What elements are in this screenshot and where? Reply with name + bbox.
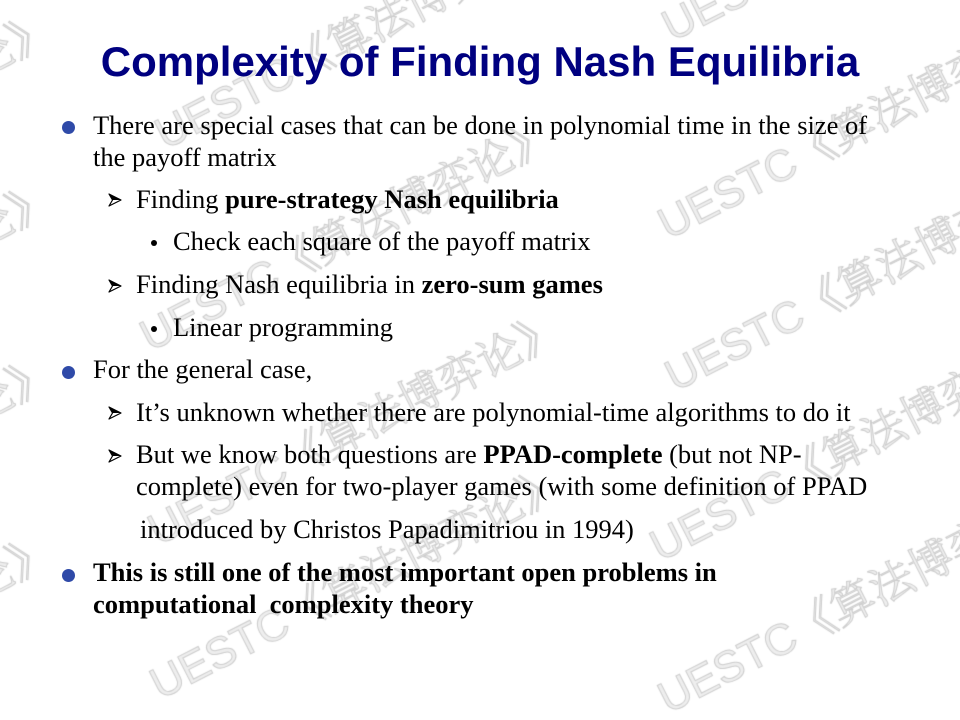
subitem-emphasis: zero-sum games — [421, 269, 603, 299]
subitem-text: Finding Nash equilibria in — [136, 269, 422, 299]
blue-circle-bullet-icon — [62, 569, 75, 582]
bullet-3-line-1: This is still one of the most important open problems in — [93, 557, 717, 587]
arrowhead-bullet-icon — [108, 193, 122, 207]
blue-circle-bullet-icon — [62, 121, 75, 134]
arrowhead-bullet-icon — [108, 449, 122, 463]
bullet-3-line-2: computational complexity theory — [93, 589, 474, 619]
small-dot-bullet-icon — [151, 240, 157, 246]
arrowhead-bullet-icon — [108, 406, 122, 420]
slide-title: Complexity of Finding Nash Equilibria — [100, 38, 860, 85]
subitem-text: But we know both questions are — [136, 439, 484, 469]
subitem-pure-strategy — [136, 183, 559, 215]
subitem-ppad-line-2: complete) even for two-player games (with some definition of PPAD — [136, 471, 868, 501]
bullet-1-line-1: There are special cases that can be done in polynomial time in the size of — [93, 110, 868, 140]
subitem-zero-sum — [136, 268, 603, 300]
subsubitem-check-squares: Check each square of the payoff matrix — [173, 226, 591, 256]
arrowhead-bullet-icon — [108, 279, 122, 293]
bullet-2-line-1: For the general case, — [93, 354, 313, 384]
subitem-emphasis: PPAD-complete — [483, 439, 663, 469]
ppad-note: introduced by Christos Papadimitriou in 1994) — [140, 514, 634, 544]
bullet-1-line-2: the payoff matrix — [93, 142, 277, 172]
small-dot-bullet-icon — [151, 326, 157, 332]
subitem-ppad-line-1 — [136, 438, 802, 470]
subitem-emphasis: pure-strategy Nash equilibria — [225, 184, 559, 214]
subitem-text-after: (but not NP- — [662, 439, 802, 469]
subitem-unknown-algorithms: It’s unknown whether there are polynomial-time algorithms to do it — [136, 397, 851, 427]
blue-circle-bullet-icon — [62, 366, 75, 379]
subsubitem-linear-programming: Linear programming — [173, 312, 394, 342]
subitem-text: Finding — [136, 184, 226, 214]
